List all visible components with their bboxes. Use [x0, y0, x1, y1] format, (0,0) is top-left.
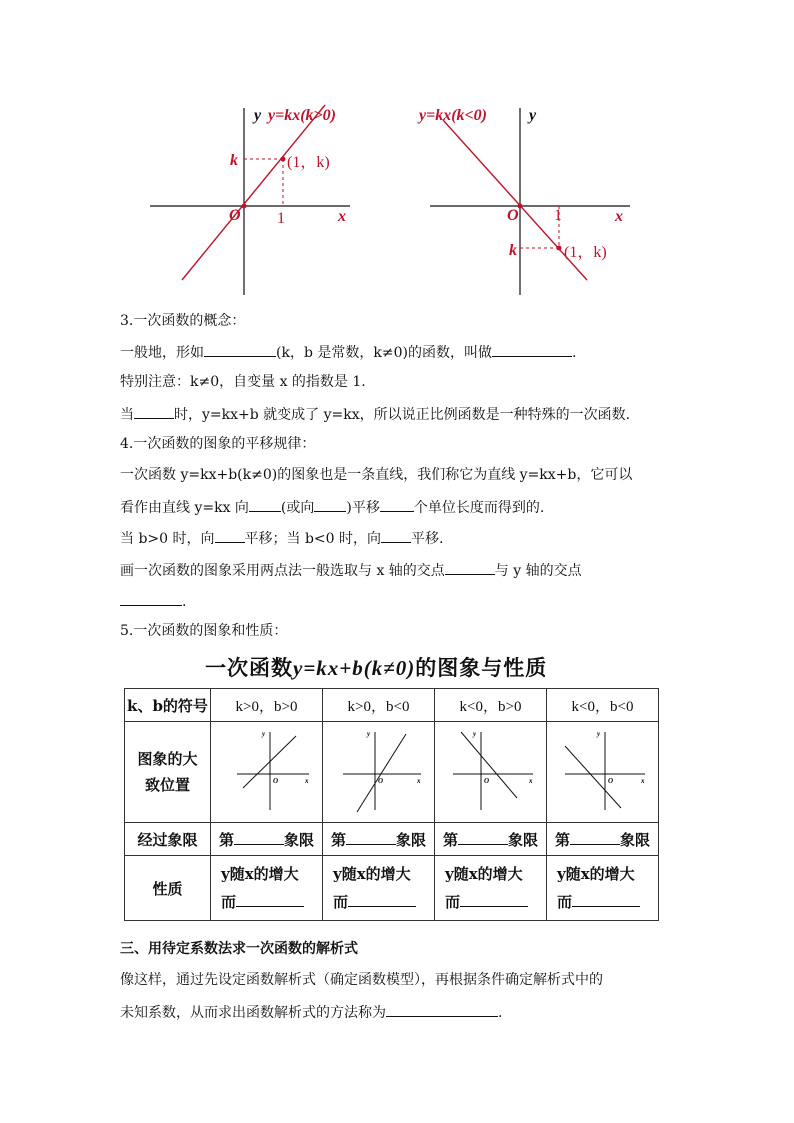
text: 象限 [508, 830, 539, 849]
origin-label: O [377, 777, 383, 785]
text: y随x的增大 [445, 865, 523, 883]
quadrant-cell [547, 823, 659, 856]
table-row [125, 856, 659, 921]
property-cell [211, 856, 323, 921]
blank-quadrant[interactable] [234, 830, 284, 845]
axis-label: y [366, 730, 370, 738]
sec3-line2: 特别注意：k≠0，自变量 x 的指数是 1. [120, 374, 366, 390]
graph-cell [435, 722, 547, 823]
text: 象限 [284, 830, 315, 849]
origin-dot [242, 204, 247, 209]
axis-label: x [304, 777, 308, 785]
sec3-line1 [120, 342, 576, 362]
text: y随x的增大 [221, 865, 299, 883]
blank-down[interactable] [381, 528, 411, 543]
table-row [125, 823, 659, 856]
blank-quadrant[interactable] [570, 830, 620, 845]
blank-property[interactable] [348, 892, 416, 907]
graph-title: y=kx(k>0) [268, 107, 336, 124]
graph-title: y=kx(k<0) [419, 107, 487, 124]
axis-label: x [640, 777, 644, 785]
mini-graph-kneg-bneg [553, 724, 653, 816]
one-label: 1 [277, 210, 285, 227]
sec4-line4 [120, 560, 582, 580]
sec4-line5 [120, 591, 186, 611]
sec4-heading: 4.一次函数的图象的平移规律： [120, 436, 316, 452]
text: k>0，b>0 [235, 698, 298, 715]
text: 图象的大致位置 [137, 750, 198, 794]
axis-label: x [416, 777, 420, 785]
formula: y=kx+b(k≠0) [293, 656, 416, 680]
text: (或向 [280, 500, 315, 516]
sec4-line2 [120, 497, 544, 517]
text: 当 [120, 407, 134, 423]
text: . [182, 594, 187, 610]
k-label: k [509, 242, 517, 259]
origin-label: O [607, 777, 613, 785]
blank-direction2[interactable] [314, 497, 346, 512]
x-axis-label: x [615, 208, 623, 225]
text: 而 [221, 893, 237, 911]
property-cell [547, 856, 659, 921]
text: 看作由直线 y=kx 向 [120, 500, 249, 516]
blank-quadrant[interactable] [346, 830, 396, 845]
text: (k，b 是常数，k≠0)的函数，叫做 [276, 345, 492, 361]
text: 平移；当 b<0 时，向 [244, 531, 381, 547]
section-three-line1: 像这样，通过先设定函数解析式（确定函数模型），再根据条件确定解析式中的 [120, 972, 603, 988]
origin-label: O [272, 777, 278, 785]
blank-property[interactable] [572, 892, 640, 907]
text: 个单位长度而得到的. [413, 500, 545, 516]
blank-y-intercept[interactable] [120, 591, 182, 606]
text: . [571, 345, 577, 361]
properties-table [124, 688, 659, 921]
text: . [498, 1005, 503, 1021]
condition-cell [323, 689, 435, 722]
blank-property[interactable] [460, 892, 528, 907]
text: 经过象限 [137, 830, 198, 849]
property-cell [435, 856, 547, 921]
text: 的图象与性质 [415, 655, 548, 680]
text: 未知系数，从而求出函数解析式的方法称为 [120, 1005, 386, 1021]
mini-graph-kpos-bpos [217, 724, 317, 816]
text: k<0，b<0 [571, 698, 634, 715]
text: y随x的增大 [557, 865, 635, 883]
blank-x-intercept[interactable] [445, 560, 495, 575]
graph-cell [211, 722, 323, 823]
text: 象限 [396, 830, 427, 849]
row-header [125, 856, 211, 921]
text: k<0，b>0 [459, 698, 522, 715]
row-header [125, 823, 211, 856]
origin-label: O [483, 777, 489, 785]
blank-direction1[interactable] [249, 497, 281, 512]
y-axis-label: y [254, 107, 262, 124]
mini-graph-kneg-bpos [441, 724, 541, 816]
graph-cell [547, 722, 659, 823]
text: )平移 [346, 500, 380, 516]
text: 性质 [152, 879, 183, 898]
origin-label: O [507, 207, 519, 224]
condition-cell [211, 689, 323, 722]
sec3-heading: 3.一次函数的概念： [120, 313, 246, 329]
axis-label: y [261, 730, 265, 738]
origin-label: O [229, 207, 241, 224]
one-label: 1 [554, 207, 562, 224]
quadrant-cell [211, 823, 323, 856]
blank-units[interactable] [380, 497, 414, 512]
blank-up[interactable] [215, 528, 245, 543]
text: 一次函数 [205, 655, 293, 680]
graph-cell [323, 722, 435, 823]
text: 第 [442, 830, 458, 849]
text: 平移. [411, 531, 444, 547]
blank-condition[interactable] [134, 404, 174, 419]
sec4-line1: 一次函数 y=kx+b(k≠0)的图象也是一条直线，我们称它为直线 y=kx+b，它可以 [120, 467, 633, 483]
text: 当 b>0 时，向 [120, 531, 215, 547]
x-axis-label: x [338, 208, 346, 225]
table-row [125, 722, 659, 823]
point-1-k [557, 246, 562, 251]
text: 而 [557, 893, 573, 911]
text: y随x的增大 [333, 865, 411, 883]
section-three-heading: 三、用待定系数法求一次函数的解析式 [120, 941, 358, 957]
blank-property[interactable] [236, 892, 304, 907]
text: 第 [218, 830, 234, 849]
text: 一般地，形如 [120, 345, 204, 361]
property-cell [323, 856, 435, 921]
axis-label: x [528, 777, 532, 785]
mini-graph-kpos-bneg [329, 724, 429, 816]
text: 而 [445, 893, 461, 911]
graph-k-positive [150, 100, 375, 300]
text: 与 y 轴的交点 [494, 563, 582, 579]
blank-form[interactable] [204, 342, 276, 357]
text: 而 [333, 893, 349, 911]
section-three-line2 [120, 1002, 502, 1022]
k-label: k [230, 152, 238, 169]
point-label: (1，k) [564, 244, 607, 261]
blank-name[interactable] [492, 342, 572, 357]
table-row [125, 689, 659, 722]
blank-method[interactable] [386, 1002, 498, 1017]
table-title [205, 652, 547, 682]
text: k、b的符号 [127, 696, 208, 715]
text: 象限 [620, 830, 651, 849]
point-label: (1，k) [287, 154, 330, 171]
row-header [125, 722, 211, 823]
y-axis-label: y [529, 107, 537, 124]
sec4-line3 [120, 528, 443, 548]
text: 第 [330, 830, 346, 849]
sec3-line3 [120, 404, 630, 424]
graph-k-negative [415, 100, 640, 300]
text: 画一次函数的图象采用两点法一般选取与 x 轴的交点 [120, 563, 445, 579]
point-1-k [281, 157, 286, 162]
text: 第 [554, 830, 570, 849]
sec5-heading: 5.一次函数的图象和性质： [120, 623, 288, 639]
line-y-kx [182, 105, 325, 280]
quadrant-cell [435, 823, 547, 856]
condition-cell [435, 689, 547, 722]
blank-quadrant[interactable] [458, 830, 508, 845]
axis-label: y [472, 730, 476, 738]
text: 时，y=kx+b 就变成了 y=kx，所以说正比例函数是一种特殊的一次函数. [174, 407, 631, 423]
text: k>0，b<0 [347, 698, 410, 715]
axis-label: y [596, 730, 600, 738]
row-header [125, 689, 211, 722]
quadrant-cell [323, 823, 435, 856]
condition-cell [547, 689, 659, 722]
